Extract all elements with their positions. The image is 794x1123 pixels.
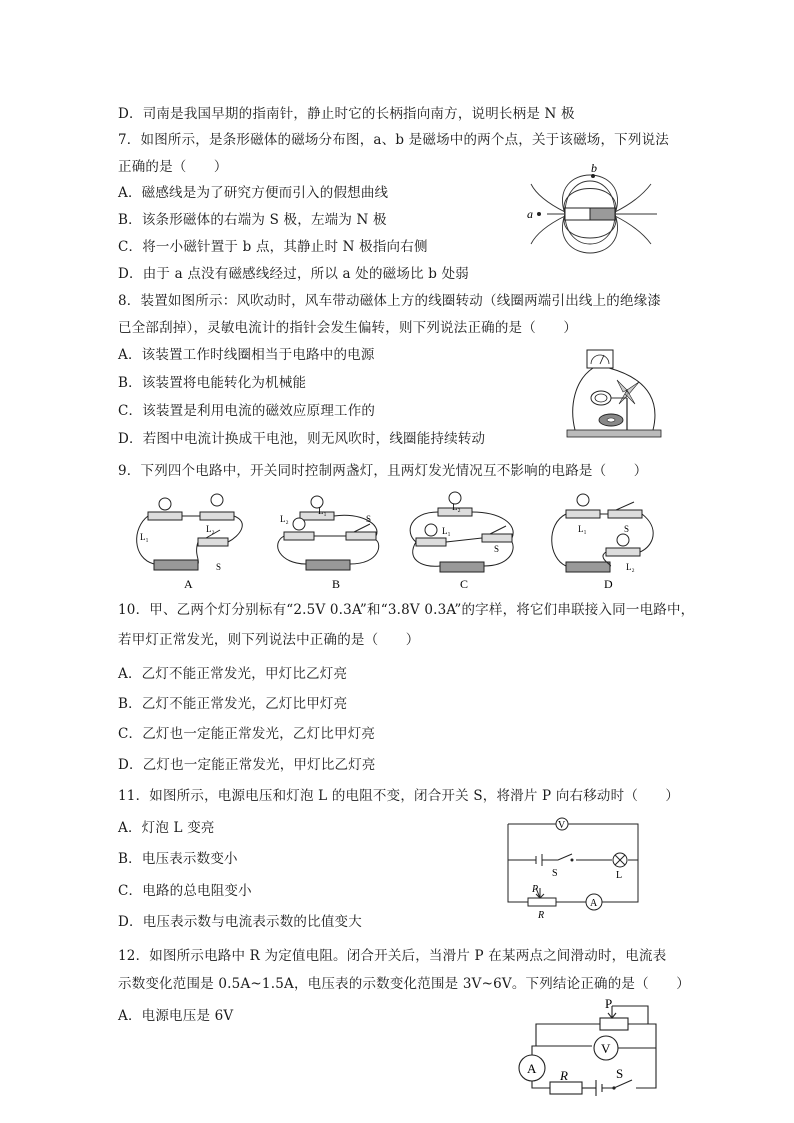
q12-circuit-figure xyxy=(508,998,668,1098)
circuit-b-l2: L₂ xyxy=(280,514,289,524)
q12-slider-p: P xyxy=(605,998,613,1011)
caption-d: D xyxy=(604,577,613,591)
q11-option-b: B．电压表示数变小 xyxy=(118,851,238,867)
slider-p: P xyxy=(532,884,539,895)
circuit-a xyxy=(137,494,243,570)
point-b-label: b xyxy=(591,162,597,175)
q8-stem-line2: 已全部刮掉），灵敏电流计的指针会发生偏转，则下列说法正确的是（ ） xyxy=(118,320,578,336)
magnet-field-figure xyxy=(525,162,665,258)
point-a-label: a xyxy=(527,207,533,221)
q8-stem-line1: 8．装置如图所示：风吹动时，风车带动磁体上方的线圈转动（线圈两端引出线上的绝缘漆 xyxy=(118,293,662,309)
q10-option-b: B．乙灯不能正常发光，乙灯比甲灯亮 xyxy=(118,696,348,712)
circuit-d-l2: L₂ xyxy=(626,562,635,572)
switch-s: S xyxy=(552,868,558,879)
circuit-b-l1: L₁ xyxy=(318,506,327,516)
voltmeter-v: V xyxy=(558,820,566,831)
q7-option-d: D．由于 a 点没有磁感线经过，所以 a 处的磁场比 b 处弱 xyxy=(118,266,470,282)
circuit-c-l2: L₂ xyxy=(452,502,461,512)
q10-stem-line1: 10．甲、乙两个灯分别标有“2.5V 0.3A”和“3.8V 0.3A”的字样，将它们串联接入同一电路中， xyxy=(118,602,695,618)
q11-option-c: C．电路的总电阻变小 xyxy=(118,883,252,899)
q8-option-c: C．该装置是利用电流的磁效应原理工作的 xyxy=(118,403,376,419)
q11-circuit-figure xyxy=(500,812,648,926)
q10-option-c: C．乙灯也一定能正常发光，乙灯比甲灯亮 xyxy=(118,726,376,742)
circuit-a-l1: L₁ xyxy=(140,532,149,542)
wind-generator-figure xyxy=(565,346,665,442)
q10-stem-line2: 若甲灯正常发光，则下列说法中正确的是（ ） xyxy=(118,632,420,648)
lamp-l: L xyxy=(616,870,623,881)
q9-circuits-figure xyxy=(120,488,660,592)
q11-stem: 11．如图所示，电源电压和灯泡 L 的电阻不变，闭合开关 S，将滑片 P 向右移动时（ ） xyxy=(118,788,680,804)
q12-ammeter-a: A xyxy=(527,1061,537,1076)
circuit-a-s: S xyxy=(216,562,222,572)
circuit-c xyxy=(410,492,513,572)
circuit-b-s: S xyxy=(366,514,372,524)
circuit-c-l1: L₁ xyxy=(442,526,451,536)
q8-option-b: B．该装置将电能转化为机械能 xyxy=(118,375,307,391)
circuit-c-s: S xyxy=(494,544,500,554)
q12-stem-line2: 示数变化范围是 0.5A~1.5A，电压表的示数变化范围是 3V~6V。下列结论正确的是（ ） xyxy=(118,976,690,992)
q7-option-b: B．该条形磁体的右端为 S 极，左端为 N 极 xyxy=(118,212,387,228)
q10-option-a: A．乙灯不能正常发光，甲灯比乙灯亮 xyxy=(118,666,348,682)
q7-option-a: A．磁感线是为了研究方便而引入的假想曲线 xyxy=(118,185,389,201)
q9-stem: 9．下列四个电路中，开关同时控制两盏灯，且两灯发光情况互不影响的电路是（ ） xyxy=(118,463,648,479)
q12-option-a: A．电源电压是 6V xyxy=(118,1008,234,1024)
caption-a: A xyxy=(184,577,193,591)
q12-switch-s: S xyxy=(616,1066,624,1081)
q7-stem-line1: 7．如图所示，是条形磁体的磁场分布图，a、b 是磁场中的两个点，关于该磁场，下列说法 xyxy=(118,132,669,148)
circuit-d xyxy=(552,494,653,572)
q12-stem-line1: 12．如图所示电路中 R 为定值电阻。闭合开关后，当滑片 P 在某两点之间滑动时，电流表 xyxy=(118,948,667,964)
q12-voltmeter-v: V xyxy=(601,1041,611,1056)
circuit-d-s: S xyxy=(624,524,630,534)
q8-option-d: D．若图中电流计换成干电池，则无风吹时，线圈能持续转动 xyxy=(118,431,486,447)
q7-option-c: C．将一小磁针置于 b 点，其静止时 N 极指向右侧 xyxy=(118,239,428,255)
q8-option-a: A．该装置工作时线圈相当于电路中的电源 xyxy=(118,347,375,363)
q7-stem-line2: 正确的是（ ） xyxy=(118,159,228,175)
circuit-a-l2: L₂ xyxy=(206,524,215,534)
q12-resistor-r: R xyxy=(560,1068,568,1083)
q10-option-d: D．乙灯也一定能正常发光，甲灯比乙灯亮 xyxy=(118,757,376,773)
q6-option-d: D．司南是我国早期的指南针，静止时它的长柄指向南方，说明长柄是 N 极 xyxy=(118,106,575,122)
circuit-d-l1: L₁ xyxy=(578,524,587,534)
q11-option-d: D．电压表示数与电流表示数的比值变大 xyxy=(118,914,362,930)
q11-option-a: A．灯泡 L 变亮 xyxy=(118,820,215,836)
rheostat-r: R xyxy=(538,910,545,921)
ammeter-a: A xyxy=(590,898,598,909)
caption-b: B xyxy=(332,577,341,591)
circuit-b xyxy=(278,496,379,570)
caption-c: C xyxy=(460,577,469,591)
